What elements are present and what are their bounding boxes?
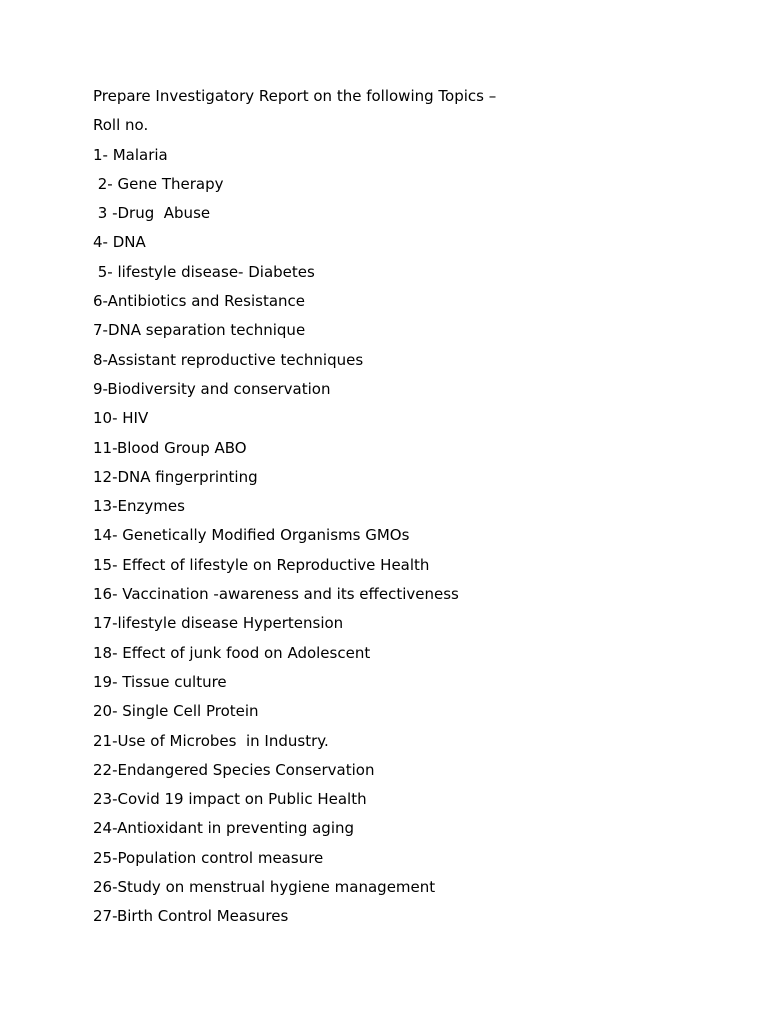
topic-item: 24-Antioxidant in preventing aging	[93, 819, 355, 838]
topic-item: 11-Blood Group ABO	[93, 438, 247, 457]
topic-item: 23-Covid 19 impact on Public Health	[93, 790, 367, 809]
topic-item: 14- Genetically Modified Organisms GMOs	[93, 526, 410, 545]
topic-item: 25-Population control measure	[93, 848, 324, 867]
topic-item: 5- lifestyle disease- Diabetes	[93, 262, 315, 281]
topic-item: 6-Antibiotics and Resistance	[93, 292, 306, 311]
topic-item: 8-Assistant reproductive techniques	[93, 350, 364, 369]
topic-item: 13-Enzymes	[93, 497, 185, 516]
topic-item: 22-Endangered Species Conservation	[93, 760, 375, 779]
topic-item: 26-Study on menstrual hygiene management	[93, 878, 436, 897]
topic-item: 2- Gene Therapy	[93, 174, 224, 193]
topic-item: 1- Malaria	[93, 145, 168, 164]
topic-item: 12-DNA fingerprinting	[93, 467, 258, 486]
topic-item: 10- HIV	[93, 409, 149, 428]
topic-item: 19- Tissue culture	[93, 672, 227, 691]
topic-item: 9-Biodiversity and conservation	[93, 379, 331, 398]
topic-item: 15- Effect of lifestyle on Reproductive Health	[93, 555, 430, 574]
topic-item: 7-DNA separation technique	[93, 321, 306, 340]
roll-number-label: Roll no.	[93, 116, 149, 135]
topic-item: 4- DNA	[93, 233, 146, 252]
topic-item: 17-lifestyle disease Hypertension	[93, 614, 344, 633]
topic-item: 20- Single Cell Protein	[93, 702, 259, 721]
topic-item: 3 -Drug Abuse	[93, 204, 211, 223]
topic-item: 21-Use of Microbes in Industry.	[93, 731, 329, 750]
topic-item: 18- Effect of junk food on Adolescent	[93, 643, 371, 662]
document-body	[93, 84, 733, 934]
topic-item: 27-Birth Control Measures	[93, 907, 289, 926]
document-heading: Prepare Investigatory Report on the following Topics –	[93, 87, 497, 105]
topic-item: 16- Vaccination -awareness and its effectiveness	[93, 585, 459, 604]
topic-list	[93, 143, 733, 934]
